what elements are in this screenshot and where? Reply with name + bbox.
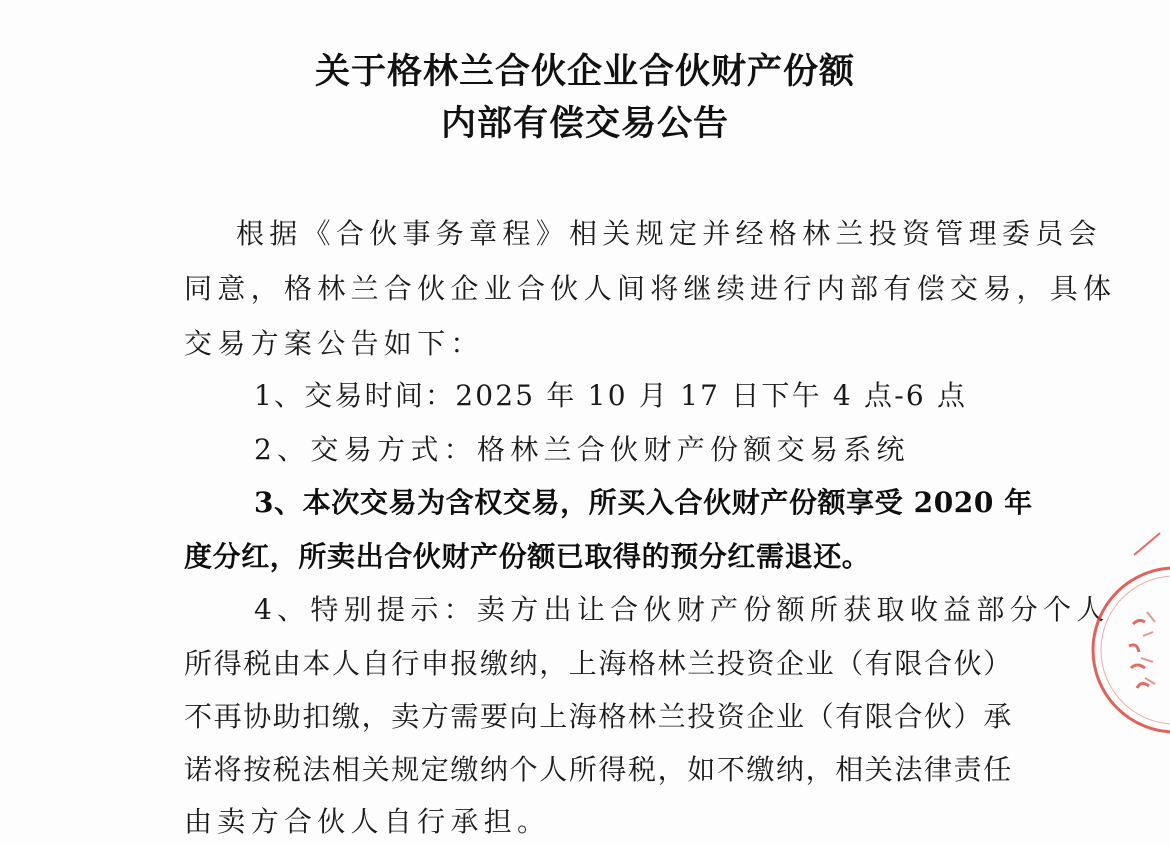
- paragraph-intro-line-3: 交易方案公告如下：: [184, 327, 484, 360]
- paragraph-intro-line-1: 根据《合伙事务章程》相关规定并经格林兰投资管理委员会: [236, 217, 1102, 250]
- item-4-line-2: 所得税由本人自行申报缴纳，上海格林兰投资企业（有限合伙）: [184, 647, 1013, 680]
- item-4-line-1: 4、特别提示：卖方出让合伙财产份额所获取收益部分个人: [254, 593, 1110, 626]
- announcement-title-line-2: 内部有偿交易公告: [440, 103, 729, 144]
- item-4-line-4: 诺将按税法相关规定缴纳个人所得税，如不缴纳，相关法律责任: [184, 753, 1013, 786]
- item-3-line-2: 度分红，所卖出合伙财产份额已取得的预分红需退还。: [184, 540, 871, 573]
- item-4-line-5: 由卖方合伙人自行承担。: [184, 805, 551, 838]
- item-3-line-1: 3、本次交易为含权交易，所买入合伙财产份额享受 2020 年: [254, 486, 1033, 519]
- paragraph-intro-line-2: 同意，格林兰合伙企业合伙人间将继续进行内部有偿交易，具体: [184, 272, 1117, 305]
- company-seal: [1085, 560, 1170, 740]
- item-2-trading-method: 2、交易方式：格林兰合伙财产份额交易系统: [254, 433, 910, 466]
- item-1-trading-time: 1、交易时间：2025 年 10 月 17 日下午 4 点-6 点: [254, 379, 968, 412]
- seal-edge-mark: [1128, 525, 1168, 565]
- item-4-line-3: 不再协助扣缴，卖方需要向上海格林兰投资企业（有限合伙）承: [184, 700, 1013, 733]
- announcement-title-line-1: 关于格林兰合伙企业合伙财产份额: [314, 51, 855, 92]
